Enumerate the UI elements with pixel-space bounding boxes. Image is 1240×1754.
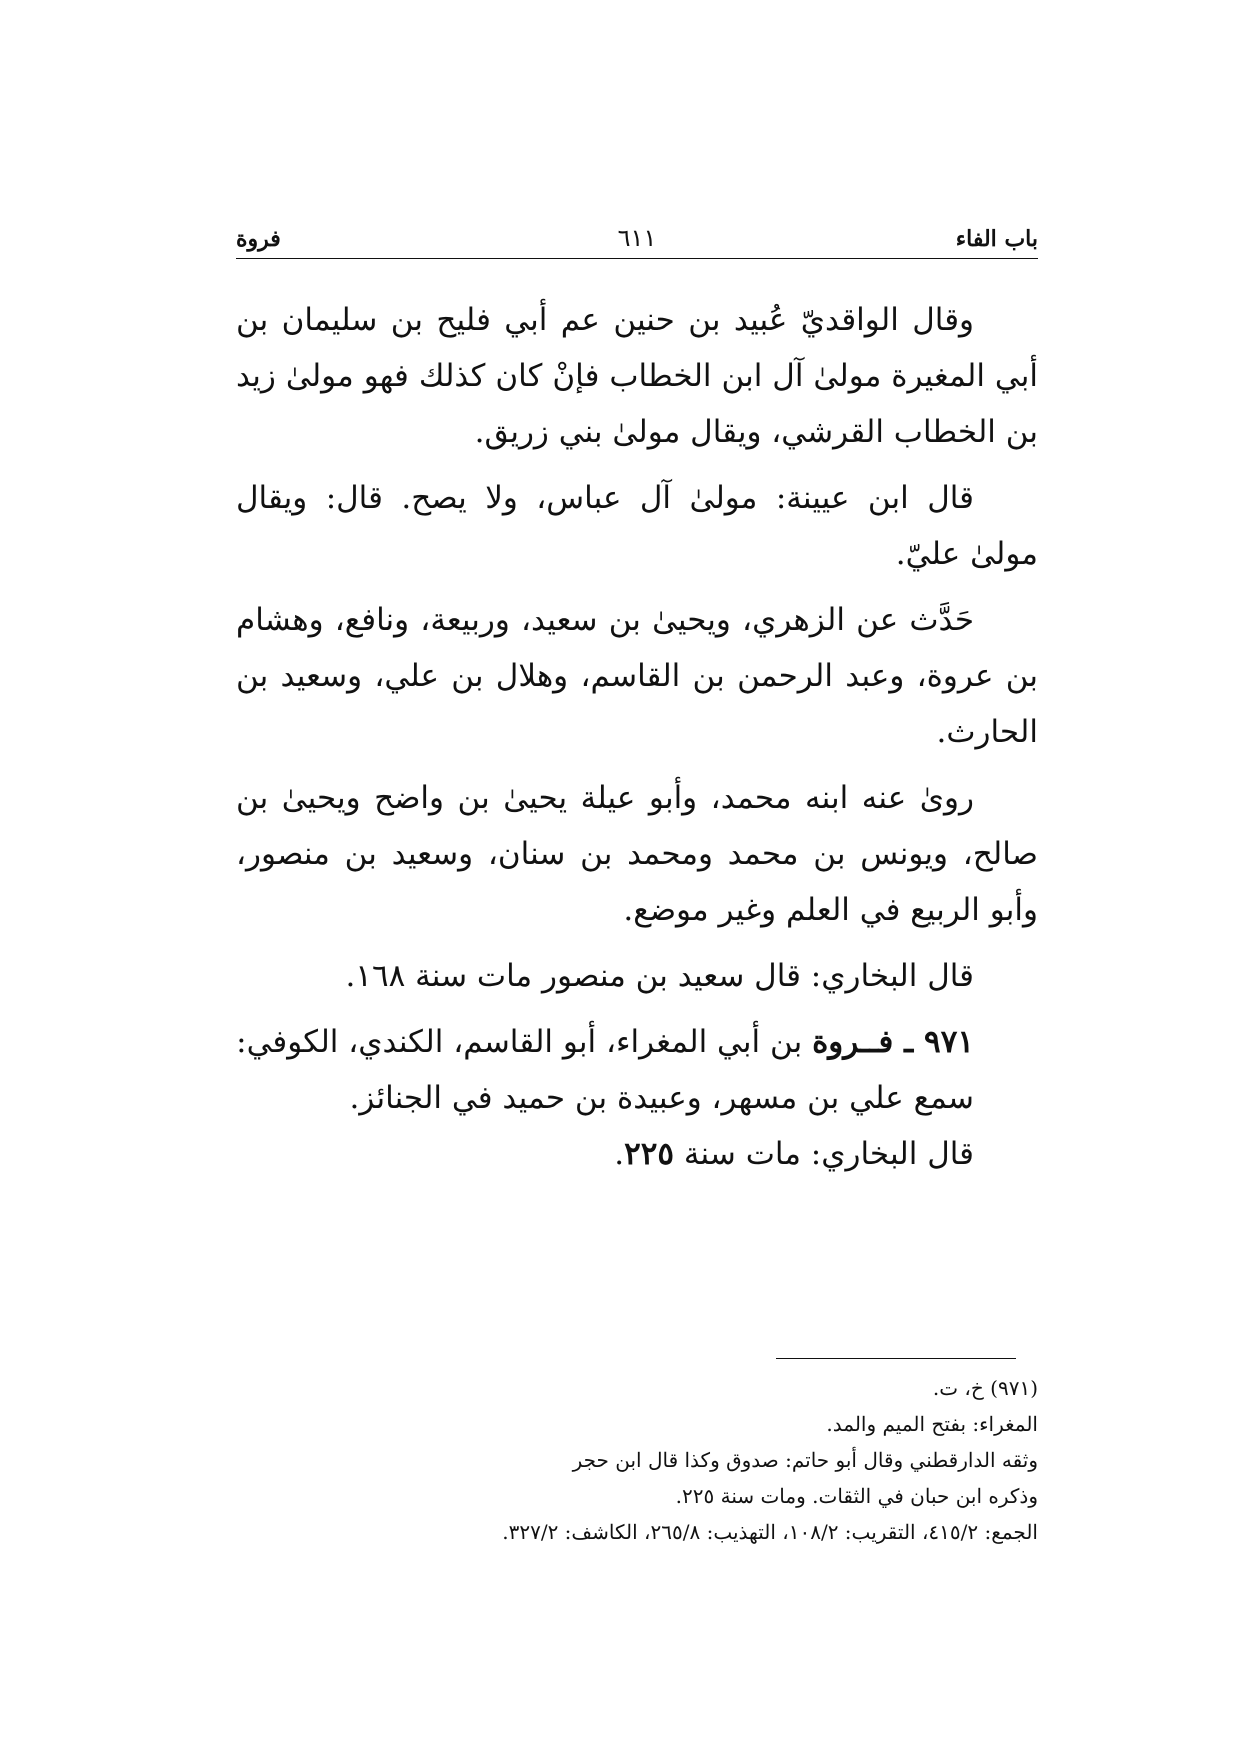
header-rule <box>236 258 1038 259</box>
footnote-line: الجمع: ٤١٥/٢، التقريب: ١٠٨/٢، التهذيب: ٢٦٥/٨، الكاشف: ٣٢٧/٢. <box>502 1520 1038 1544</box>
main-text <box>236 292 1038 1182</box>
running-header <box>236 218 1038 258</box>
footnote-line: المغراء: بفتح الميم والمد. <box>826 1412 1038 1436</box>
entry-heading <box>236 1014 1038 1070</box>
footnote-line: (٩٧١) خ، ت. <box>932 1376 1038 1400</box>
entry-description: بن أبي المغراء، أبو القاسم، الكندي، الكوفي: <box>236 1024 813 1060</box>
paragraph: قال ابن عيينة: مولىٰ آل عباس، ولا يصح. قال: ويقال مولىٰ عليّ. <box>236 480 1038 572</box>
chapter-title: باب الفاء <box>955 226 1038 252</box>
footnote-line: وذكره ابن حبان في الثقات. ومات سنة ٢٢٥. <box>675 1484 1038 1508</box>
death-end: . <box>614 1136 625 1172</box>
paragraph: روىٰ عنه ابنه محمد، وأبو عيلة يحيىٰ بن واضح ويحيىٰ بن صالح، ويونس بن محمد ومحمد بن سنان، وسعيد بن منصور، وأبو الربيع في العلم وغير موضع. <box>236 780 1038 928</box>
paragraph <box>236 1126 1038 1182</box>
paragraph: وقال الواقديّ عُبيد بن حنين عم أبي فليح بن سليمان بن أبي المغيرة مولىٰ آل ابن الخطاب فإنْ كان كذلك فهو مولىٰ زيد بن الخطاب القرشي، ويقال مولىٰ بني زريق. <box>236 302 1038 450</box>
footnotes <box>236 1370 1038 1550</box>
death-text: قال البخاري: مات سنة <box>674 1136 974 1172</box>
paragraph: حَدَّث عن الزهري، ويحيىٰ بن سعيد، وربيعة، ونافع، وهشام بن عروة، وعبد الرحمن بن القاسم، وهلال بن علي، وسعيد بن الحارث. <box>236 602 1038 750</box>
paragraph: سمع علي بن مسهر، وعبيدة بن حميد في الجنائز. <box>349 1080 974 1116</box>
death-year: ٢٢٥ <box>624 1136 675 1172</box>
paragraph: قال البخاري: قال سعيد بن منصور مات سنة ١٦٨. <box>345 958 974 994</box>
entry-word: فروة <box>236 226 281 252</box>
page-number: ٦١١ <box>617 224 657 252</box>
entry-name: فــروة <box>812 1024 894 1060</box>
entry-number: ٩٧١ <box>924 1024 974 1060</box>
footnote-line: وثقه الدارقطني وقال أبو حاتم: صدوق وكذا قال ابن حجر <box>572 1448 1038 1472</box>
entry-dash: ـ <box>893 1024 925 1060</box>
footnote-rule <box>776 1358 1016 1359</box>
